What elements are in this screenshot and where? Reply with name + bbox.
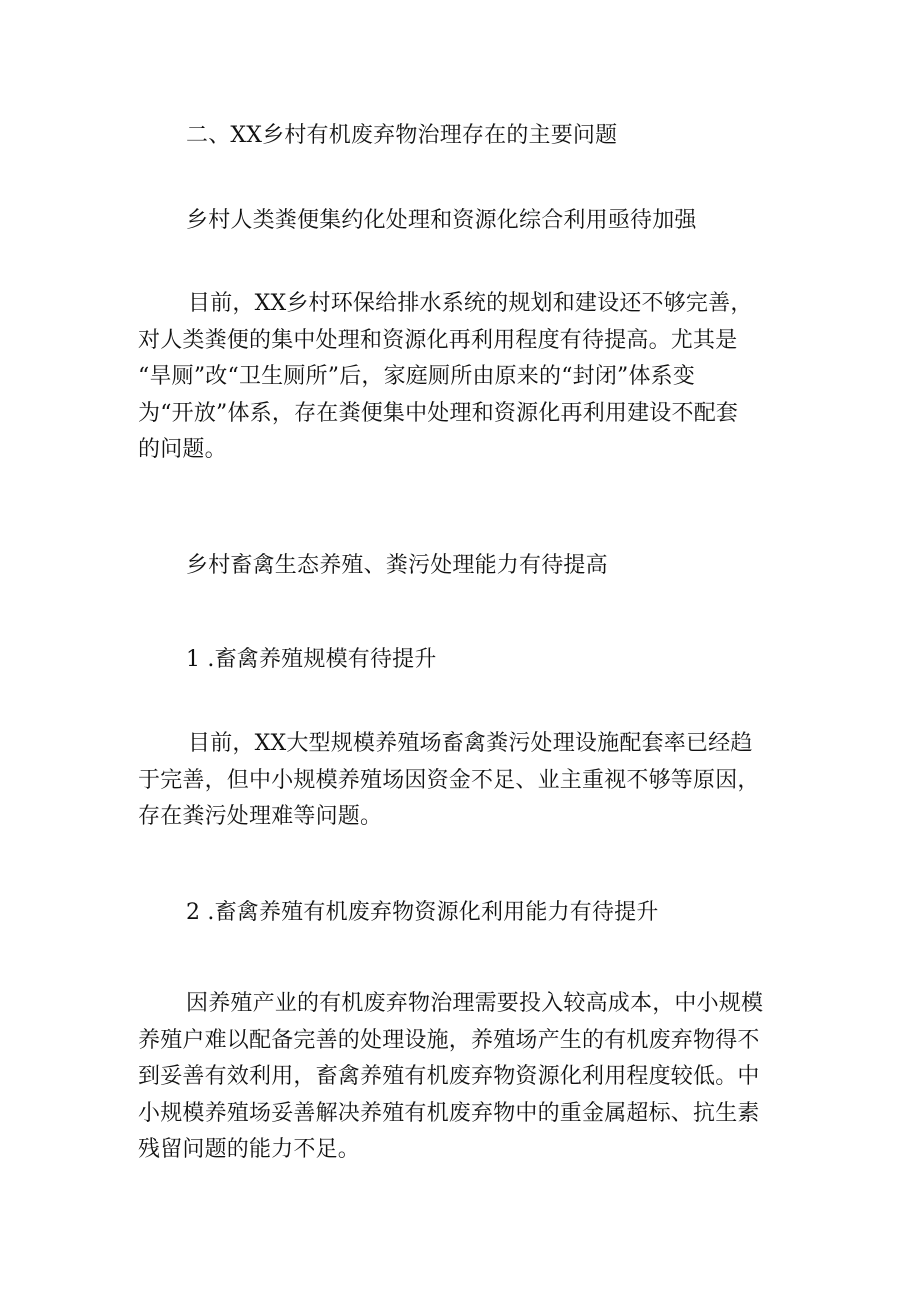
subheading-livestock: 乡村畜禽生态养殖、粪污处理能力有待提高 xyxy=(186,553,608,578)
subheading-human-waste: 乡村人类粪便集约化处理和资源化综合利用亟待加强 xyxy=(186,208,697,233)
paragraph-line: 到妥善有效利用，畜禽养殖有机废弃物资源化利用程度较低。中 xyxy=(138,1064,760,1089)
paragraph-line: 于完善，但中小规模养殖场因资金不足、业主重视不够等原因， xyxy=(138,767,760,793)
paragraph-livestock-scale xyxy=(0,726,760,836)
paragraph-resource-use xyxy=(0,986,763,1169)
item-heading-resource-use: 2 .畜禽养殖有机废弃物资源化利用能力有待提升 xyxy=(186,900,659,925)
paragraph-line: 存在粪污处理难等问题。 xyxy=(138,804,383,829)
paragraph-line: 对人类粪便的集中处理和资源化再利用程度有待提高。尤其是 xyxy=(138,327,738,353)
paragraph-line: 目前，XX乡村环保给排水系统的规划和建设还不够完善， xyxy=(188,291,753,316)
paragraph-line: “旱厕”改“卫生厕所”后，家庭厕所由原来的“封闭”体系变 xyxy=(138,364,696,389)
paragraph-human-waste xyxy=(0,286,753,469)
item-heading-scale: 1 .畜禽养殖规模有待提升 xyxy=(186,647,437,672)
paragraph-line: 目前，XX大型规模养殖场畜禽粪污处理设施配套率已经趋 xyxy=(188,731,753,756)
paragraph-line: 养殖户难以配备完善的处理设施，养殖场产生的有机废弃物得不 xyxy=(138,1027,760,1053)
paragraph-line: 为“开放”体系，存在粪便集中处理和资源化再利用建设不配套 xyxy=(138,400,739,426)
section-title: 二、XX乡村有机废弃物治理存在的主要问题 xyxy=(186,123,618,148)
paragraph-line: 的问题。 xyxy=(138,437,227,462)
paragraph-line: 残留问题的能力不足。 xyxy=(138,1137,361,1162)
paragraph-line: 小规模养殖场妥善解决养殖有机废弃物中的重金属超标、抗生素 xyxy=(138,1100,760,1126)
paragraph-line: 因养殖产业的有机废弃物治理需要投入较高成本，中小规模 xyxy=(186,991,764,1016)
